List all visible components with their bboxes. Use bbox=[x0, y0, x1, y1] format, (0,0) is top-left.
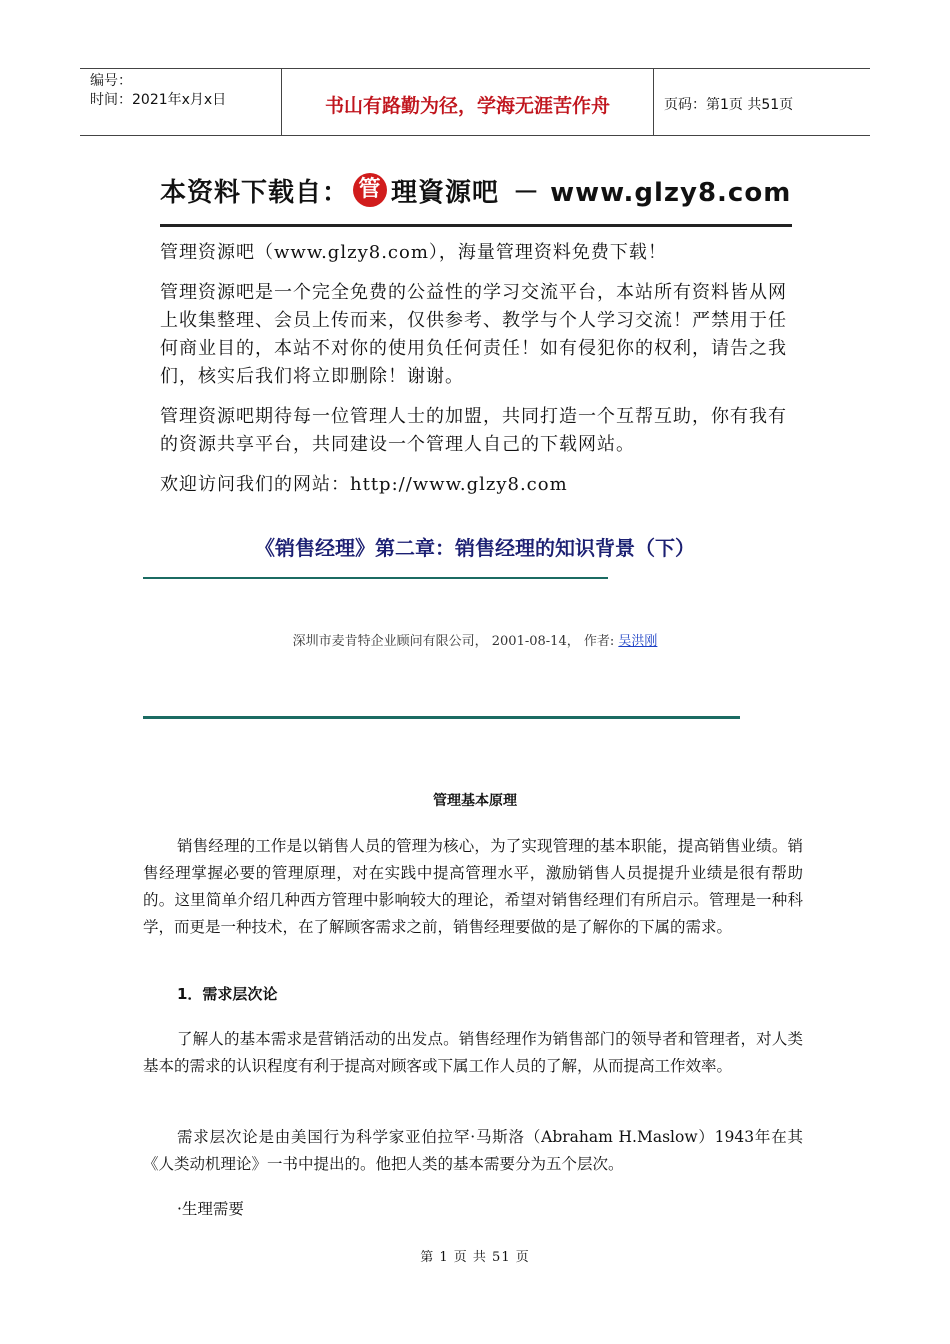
page-footer: 第 1 页 共 51 页 bbox=[420, 1250, 530, 1265]
header-meta bbox=[80, 69, 282, 135]
title-divider bbox=[143, 577, 608, 579]
banner-line1: 管理资源吧（www.glzy8.com），海量管理资料免费下载！ bbox=[160, 242, 667, 263]
banner-visit: 欢迎访问我们的网站：http://www.glzy8.com bbox=[160, 474, 568, 495]
banner-para3: 管理资源吧期待每一位管理人士的加盟，共同打造一个互帮互助，你有我有的资源共享平台，共同建设一个管理人自己的下载网站。 bbox=[160, 406, 787, 455]
header-motto: 书山有路勤为径，学海无涯苦作舟 bbox=[282, 69, 654, 135]
bullet-item: ·生理需要 bbox=[177, 1200, 244, 1218]
byline-divider bbox=[143, 716, 740, 719]
intro-paragraph: 销售经理的工作是以销售人员的管理为核心，为了实现管理的基本职能，提高销售业绩。销售经理掌握必要的管理原理，对在实践中提高管理水平，激励销售人员提提升业绩是很有帮助的。这里简单介绍几种西方管理中影响较大的理论，希望对销售经理们有所启示。管理是一种科学，而更是一种技术，在了解顾客需求之前，销售经理要做的是了解你的下属的需求。 bbox=[143, 837, 803, 936]
article-title: 《销售经理》第二章：销售经理的知识背景（下） bbox=[255, 536, 695, 560]
header-page-label: 页码：第1页 共51页 bbox=[664, 97, 794, 113]
subheading: 1．需求层次论 bbox=[177, 985, 278, 1003]
page-header bbox=[80, 68, 870, 136]
date-label: 时间：2021年x月x日 bbox=[90, 92, 227, 108]
paragraph-1: 了解人的基本需求是营销活动的出发点。销售经理作为销售部门的领导者和管理者，对人类基本的需求的认识程度有利于提高对顾客或下属工作人员的了解，从而提高工作效率。 bbox=[143, 1030, 803, 1075]
banner-site-url: － www.glzy8.com bbox=[513, 177, 792, 208]
number-label: 编号： bbox=[90, 73, 132, 89]
banner-site-name: 理資源吧 bbox=[391, 177, 500, 208]
byline-company: 深圳市麦肯特企业顾问有限公司， 2001-08-14， 作者: bbox=[292, 634, 619, 649]
banner-prefix: 本资料下载自： bbox=[160, 177, 350, 208]
logo-icon: 管 bbox=[353, 173, 387, 207]
source-banner bbox=[160, 168, 800, 499]
banner-divider bbox=[160, 224, 792, 227]
banner-para2: 管理资源吧是一个完全免费的公益性的学习交流平台，本站所有资料皆从网上收集整理、会员上传而来，仅供参考、教学与个人学习交流！严禁用于任何商业目的，本站不对你的使用负任何责任！如有侵犯你的权利，请告之我们，核实后我们将立即删除！谢谢。 bbox=[160, 282, 787, 387]
section-heading: 管理基本原理 bbox=[433, 793, 517, 809]
paragraph-2: 需求层次论是由美国行为科学家亚伯拉罕·马斯洛（Abraham H.Maslow）1943年在其《人类动机理论》一书中提出的。他把人类的基本需要分为五个层次。 bbox=[143, 1128, 803, 1173]
byline bbox=[0, 630, 950, 649]
banner-title bbox=[160, 168, 800, 212]
author-link[interactable]: 吴洪刚 bbox=[618, 634, 658, 649]
